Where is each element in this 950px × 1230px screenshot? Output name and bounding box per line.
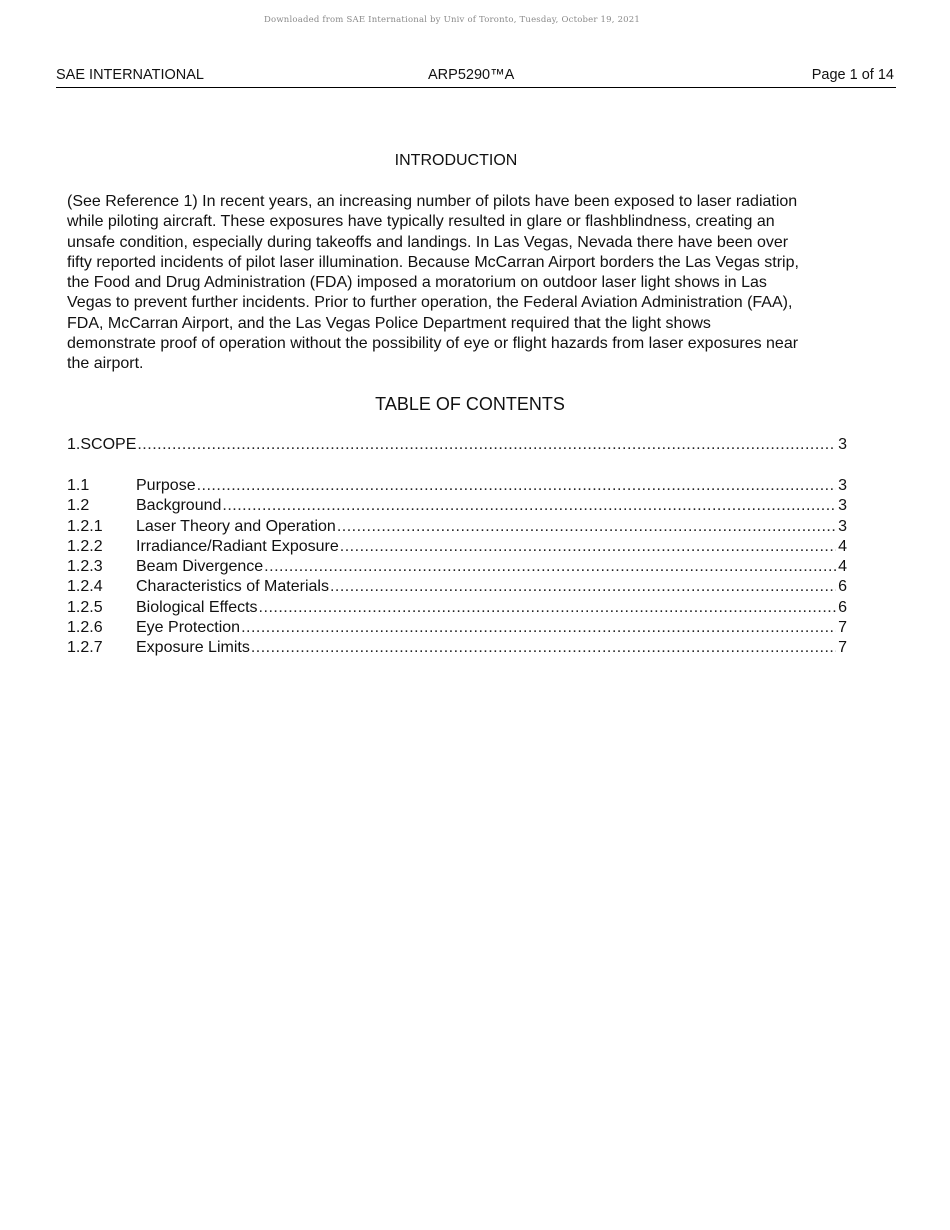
toc-dot-leader <box>340 538 836 556</box>
toc-entry-title: Characteristics of Materials <box>136 578 329 596</box>
toc-entry-page: 4 <box>838 537 847 555</box>
introduction-line: the airport. <box>67 355 144 373</box>
toc-entry[interactable] <box>67 639 847 659</box>
toc-entry-number: 1.2.2 <box>67 537 103 555</box>
toc-entry-scope[interactable] <box>67 436 847 456</box>
toc-entry-title: Eye Protection <box>136 619 241 637</box>
introduction-line: unsafe condition, especially during takeoffs and landings. In Las Vegas, Nevada there have been over <box>67 233 789 251</box>
introduction-line: fifty reported incidents of pilot laser illumination. Because McCarran Airport borders the Las Vegas strip, <box>67 253 799 271</box>
toc-entry[interactable] <box>67 599 847 619</box>
header-organization: SAE INTERNATIONAL <box>56 67 204 83</box>
introduction-line: the Food and Drug Administration (FDA) imposed a moratorium on outdoor laser light shows in Las <box>67 274 767 292</box>
toc-entry-page: 6 <box>838 578 847 596</box>
toc-entry-number: 1.2.5 <box>67 598 103 616</box>
toc-entry-number: 1.2.3 <box>67 558 103 576</box>
toc-dot-leader <box>197 477 836 495</box>
toc-heading: TABLE OF CONTENTS <box>375 394 565 414</box>
toc-entry-page: 3 <box>838 517 847 535</box>
toc-entry-page: 3 <box>838 477 847 494</box>
toc-entry-page: 6 <box>838 598 847 616</box>
toc-dot-leader <box>330 578 836 596</box>
introduction-line: FDA, McCarran Airport, and the Las Vegas Police Department required that the light shows <box>67 314 711 332</box>
toc-entry-page: 7 <box>838 639 847 657</box>
toc-entry[interactable] <box>67 578 847 598</box>
toc-entry-number: 1. <box>67 436 81 453</box>
toc-entry-title: Exposure Limits <box>136 639 250 657</box>
toc-entry-title: Beam Divergence <box>136 558 264 576</box>
toc-entry[interactable] <box>67 518 847 538</box>
introduction-heading: INTRODUCTION <box>394 152 518 169</box>
toc-entry-title: Irradiance/Radiant Exposure <box>136 537 339 555</box>
introduction-line: (See Reference 1) In recent years, an increasing number of pilots have been exposed to laser radiation <box>67 193 798 210</box>
toc-dot-leader <box>264 558 836 576</box>
toc-entry[interactable] <box>67 477 847 497</box>
introduction-line: while piloting aircraft. These exposures have typically resulted in glare or flashblindness, creating an <box>67 213 775 231</box>
introduction-line: demonstrate proof of operation without the possibility of eye or flight hazards from laser exposures near <box>67 335 799 353</box>
toc-entry[interactable] <box>67 497 847 517</box>
toc-entry-number: 1.2 <box>67 497 90 515</box>
toc-entry-number: 1.2.6 <box>67 619 103 637</box>
toc-dot-leader <box>222 497 836 515</box>
toc-entry-title: Background <box>136 497 222 515</box>
toc-entry-number: 1.2.7 <box>67 639 103 657</box>
toc-entry[interactable] <box>67 619 847 639</box>
header-document-id: ARP5290™A <box>428 67 515 83</box>
introduction-line: Vegas to prevent further incidents. Prior to further operation, the Federal Aviation Administration (FAA), <box>67 294 793 312</box>
download-watermark: Downloaded from SAE International by Univ of Toronto, Tuesday, October 19, 2021 <box>263 15 641 25</box>
toc-entry-number: 1.2.1 <box>67 517 103 535</box>
toc-list <box>67 477 847 660</box>
toc-dot-leader <box>251 639 836 657</box>
page-header <box>56 66 896 88</box>
header-page-number: Page 1 of 14 <box>811 67 894 83</box>
toc-entry-page: 7 <box>838 619 847 637</box>
toc-entry-title: Purpose <box>136 477 196 494</box>
toc-entry-title: Laser Theory and Operation <box>136 517 336 535</box>
toc-dot-leader <box>137 436 836 454</box>
introduction-body <box>67 192 847 375</box>
toc-entry-title: Biological Effects <box>136 598 258 616</box>
toc-dot-leader <box>337 518 836 536</box>
toc-entry-title: SCOPE <box>80 436 137 453</box>
toc-dot-leader <box>241 619 836 637</box>
toc-entry-number: 1.1 <box>67 477 90 494</box>
toc-entry[interactable] <box>67 538 847 558</box>
toc-entry-page: 3 <box>838 497 847 515</box>
toc-entry-page: 3 <box>838 436 847 453</box>
toc-dot-leader <box>259 599 836 617</box>
toc-entry-page: 4 <box>838 558 847 576</box>
toc-entry[interactable] <box>67 558 847 578</box>
toc-entry-number: 1.2.4 <box>67 578 103 596</box>
